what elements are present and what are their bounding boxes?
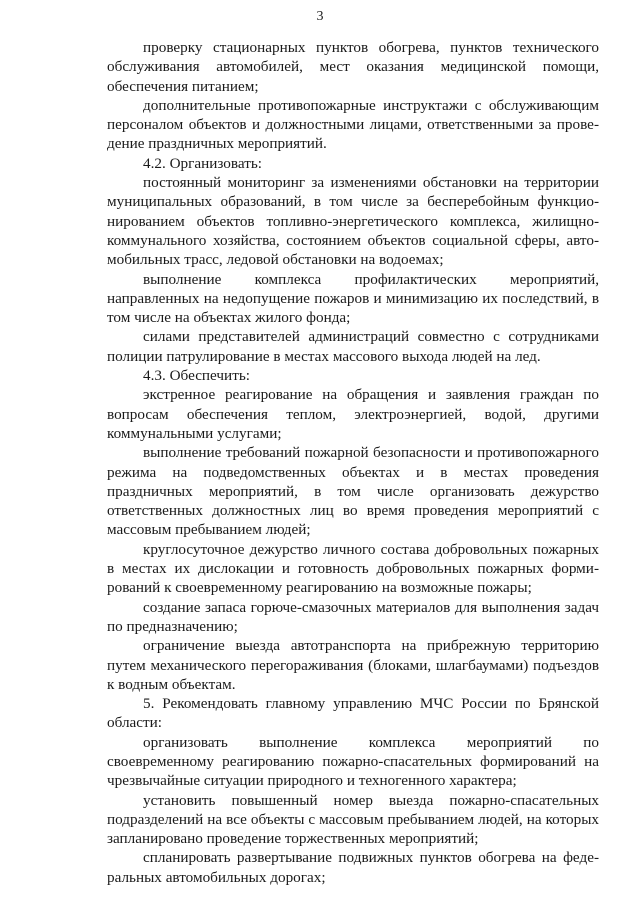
paragraph-emergency-response: экстренное реагирование на обращения и заявления граждан по вопросам обеспечения теплом, электроэнергией, водой, другими коммунальными услугами; — [107, 386, 599, 442]
section-heading-5: 5. Рекомендовать главному управлению МЧС России по Брянской области: — [107, 695, 599, 732]
paragraph-monitoring: постоянный мониторинг за изменениями обстановки на территории муниципальных образований, в том числе за бесперебойным функционированием объектов топливно-энергетического комплекса, жилищно-коммунального хозяйства, состоянием объектов социальной сферы, автомобильных трасс, ледовой обстановки на водоемах; — [107, 174, 599, 269]
paragraph-ice-patrol: силами представителей администраций совместно с сотрудниками полиции патрулирование в местах массового выхода людей на лед. — [107, 328, 599, 365]
paragraph-inspection: проверку стационарных пунктов обогрева, пунктов технического обслуживания автомобилей, мест оказания медицинской помощи, обеспечения питанием; — [107, 39, 599, 95]
paragraph-vehicle-restriction: ограничение выезда автотранспорта на прибрежную территорию путем механического перегораживания (блоками, шлагбаумами) подъездов к водным объектам. — [107, 637, 599, 693]
section-heading-4-3: 4.3. Обеспечить: — [143, 367, 250, 385]
paragraph-dispatch-level: установить повышенный номер выезда пожарно-спасательных подразделений на все объекты с массовым пребыванием людей, на которых запланировано проведение торжественных мероприятий; — [107, 791, 599, 848]
section-heading-4-2: 4.2. Организовать: — [143, 154, 262, 172]
paragraph-fire-briefings: дополнительные противопожарные инструктажи с обслуживающим персоналом объектов и должностными лицами, ответственными за проведение праздничных мероприятий. — [107, 96, 599, 153]
document-body — [107, 38, 599, 887]
paragraph-volunteer-duty: круглосуточное дежурство личного состава добровольных пожарных в местах их дислокации и готовность добровольных пожарных формирований к своевременному реагированию на возможные пожары; — [107, 540, 599, 597]
paragraph-prevention: выполнение комплекса профилактических мероприятий, направленных на недопущение пожаров и минимизацию их последствий, в том числе на объектах жилого фонда; — [107, 270, 599, 327]
paragraph-organize-response: организовать выполнение комплекса мероприятий по своевременному реагированию пожарно-спасательных формирований на чрезвычайные ситуации природного и техногенного характера; — [107, 733, 599, 790]
paragraph-heating-points: спланировать развертывание подвижных пунктов обогрева на федеральных автомобильных дорогах; — [107, 849, 599, 886]
paragraph-fuel-reserve: создание запаса горюче-смазочных материалов для выполнения задач по предназначению; — [107, 598, 599, 635]
paragraph-fire-safety: выполнение требований пожарной безопасности и противопожарного режима на подведомственных объектах и в местах проведения праздничных мероприятий, в том числе организовать дежурство ответственных должностных лиц во время проведения мероприятий с массовым пребыванием людей; — [107, 444, 599, 539]
page-number: 3 — [316, 9, 324, 24]
